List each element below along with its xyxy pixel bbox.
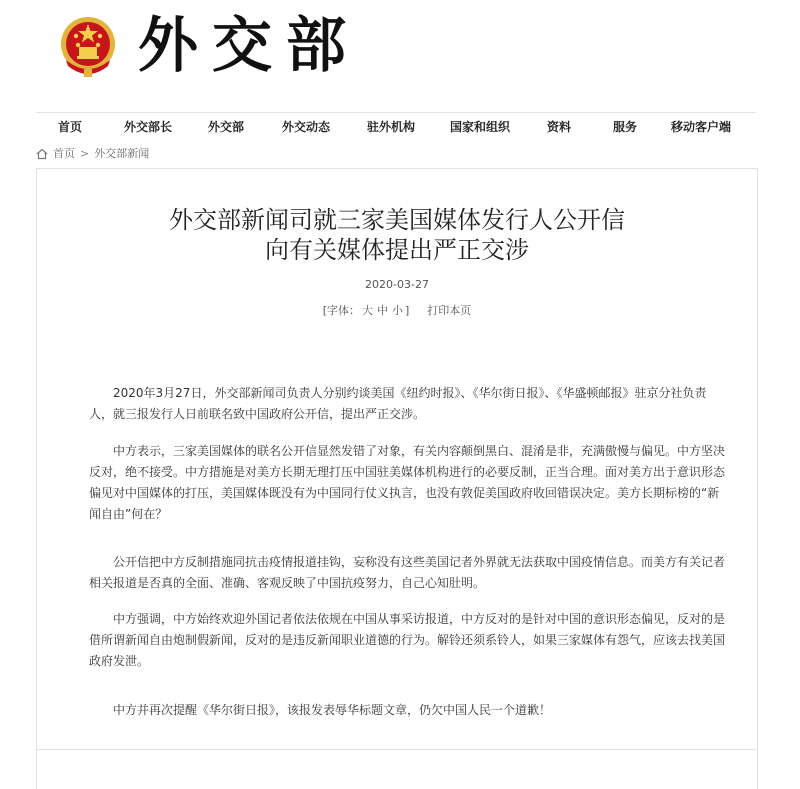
article-panel xyxy=(36,168,758,789)
article-title-line1: 外交部新闻司就三家美国媒体发行人公开信 xyxy=(169,206,625,234)
home-icon xyxy=(36,148,48,160)
breadcrumb xyxy=(36,146,149,162)
breadcrumb-home[interactable]: 首页 xyxy=(53,147,75,160)
nav-item-activities[interactable]: 外交动态 xyxy=(282,120,331,134)
article-paragraph: 2020年3月27日，外交部新闻司负责人分别约谈美国《纽约时报》、《华尔街日报》、《华盛顿邮报》驻京分社负责人，就三报发行人日前联名致中国政府公开信，提出严正交涉。 xyxy=(89,386,707,421)
print-page-link[interactable]: 打印本页 xyxy=(427,304,472,317)
nav-item-services[interactable]: 服务 xyxy=(613,120,638,134)
article-date: 2020-03-27 xyxy=(365,278,429,291)
main-nav xyxy=(36,112,756,143)
font-size-medium[interactable]: 中 xyxy=(377,304,388,317)
nav-item-home[interactable]: 首页 xyxy=(58,120,83,134)
article-paragraph: 中方表示，三家美国媒体的联名公开信显然发错了对象，有关内容颠倒黑白、混淆是非，充满傲慢与偏见。中方坚决反对，绝不接受。中方措施是对美方长期无理打压中国驻美媒体机构进行的必要反制，正当合理。面对美方出于意识形态偏见对中国媒体的打压，美国媒体既没有为中国同行仗义执言，也没有敦促美国政府收回错误决定。美方长期标榜的“新闻自由”何在？ xyxy=(89,444,726,521)
nav-item-missions[interactable]: 驻外机构 xyxy=(367,120,416,134)
article-paragraph: 中方并再次提醒《华尔街日报》，该报发表辱华标题文章，仍欠中国人民一个道歉！ xyxy=(113,703,552,717)
nav-item-resources[interactable]: 资料 xyxy=(547,120,572,134)
nav-item-ministry[interactable]: 外交部 xyxy=(208,120,245,134)
site-logo-text[interactable]: 外交部 xyxy=(138,11,360,81)
national-emblem-icon[interactable] xyxy=(58,14,118,80)
breadcrumb-separator: > xyxy=(80,147,90,160)
article-title-line2: 向有关媒体提出严正交涉 xyxy=(265,236,529,264)
font-size-label-open: [字体： xyxy=(322,304,360,317)
breadcrumb-section[interactable]: 外交部新闻 xyxy=(94,147,150,160)
site-header xyxy=(0,0,800,108)
article-paragraph: 公开信把中方反制措施同抗击疫情报道挂钩，妄称没有这些美国记者外界就无法获取中国疫情信息。而美方有关记者相关报道是否真的全面、准确、客观反映了中国抗疫努力，自己心知肚明。 xyxy=(89,555,726,590)
nav-item-mobile[interactable]: 移动客户端 xyxy=(671,120,732,134)
article-tools xyxy=(37,302,757,318)
article-paragraph: 中方强调，中方始终欢迎外国记者依法依规在中国从事采访报道，中方反对的是针对中国的意识形态偏见，反对的是借所谓新闻自由炮制假新闻，反对的是违反新闻职业道德的行为。解铃还须系铃人，如果三家媒体有怨气，应该去找美国政府发泄。 xyxy=(89,612,726,668)
font-size-large[interactable]: 大 xyxy=(362,304,373,317)
nav-item-minister[interactable]: 外交部长 xyxy=(124,120,173,134)
nav-item-countries[interactable]: 国家和组织 xyxy=(450,120,511,134)
font-size-small[interactable]: 小 xyxy=(392,304,403,317)
font-size-label-close: ] xyxy=(405,304,410,317)
article-bottom-divider xyxy=(36,749,756,750)
